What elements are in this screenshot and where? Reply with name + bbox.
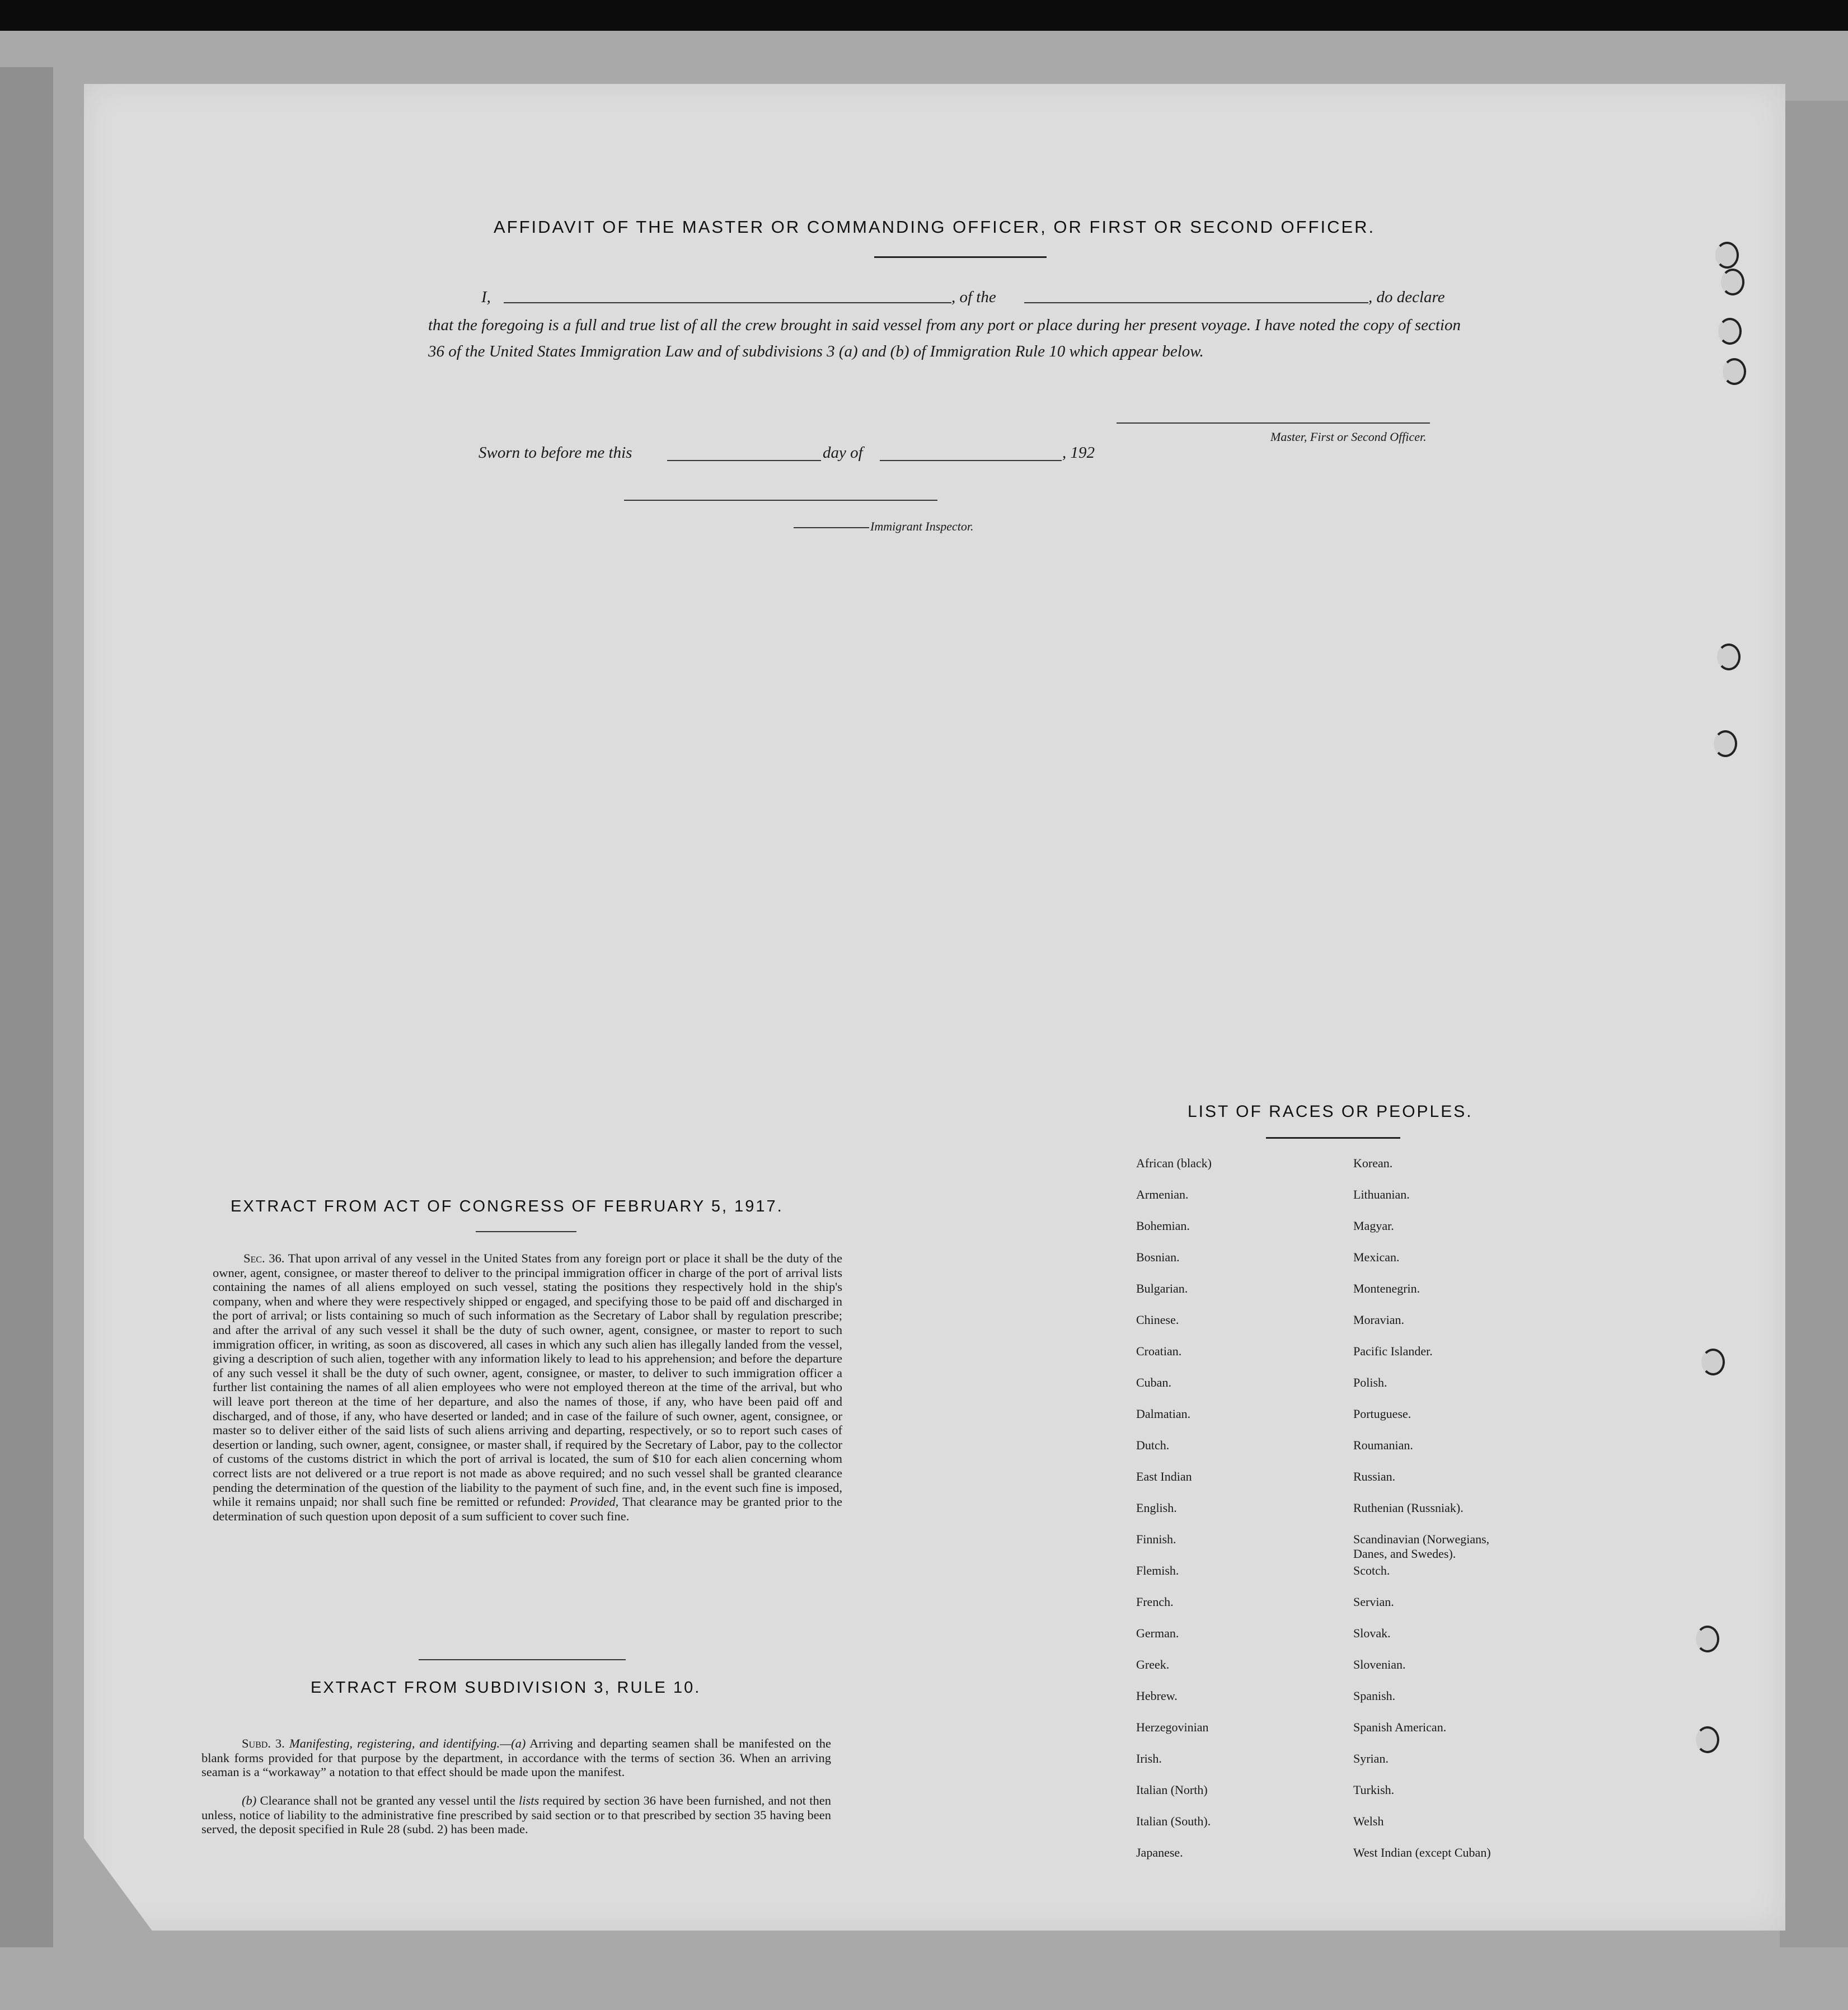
punch-hole-icon	[1715, 242, 1739, 269]
race-item: Hebrew.	[1136, 1689, 1178, 1703]
race-item: Moravian.	[1353, 1313, 1405, 1327]
race-item: Montenegrin.	[1353, 1281, 1420, 1295]
sworn-day-line[interactable]	[667, 460, 821, 461]
section-36-body: That upon arrival of any vessel in the United States from any foreign port or place it shall be the duty of the owner, agent, consignee, or master thereof to deliver to the principal immigration officer in charge of the port of arrival lists containing the names of all aliens employed on such vessel, stating the positions they respectively hold in the ship's company, when and where they were respectively shipped or engaged, and specifying those to be paid off and discharged in the port of arrival; or lists containing so much of such information as the Secretary of Labor shall by regulation prescribe; and after the arrival of any such vessel it shall be the duty of such owner, agent, consignee, or master to report to such immigration officer, in writing, as soon as discovered, all cases in which any such alien has illegally landed from the vessel, giving a description of such alien, together with any information likely to lead to his apprehension; and before the departure of any such vessel it shall be the duty of such owner, agent, consignee, or master, to deliver to such immigration officer a further list containing the names of all alien employees who were not employed thereon at the time of the arrival, but who will leave port thereon at the time of her departure, and also the names of those, if any, who have been paid off and discharged, and of those, if any, who have deserted or landed; and in case of the failure of such owner, agent, consignee, or master so to deliver either of the said lists of such aliens arriving and departing, respectively, or so to report such cases of desertion or landing, such owner, agent, consignee, or master shall, if required by the Secretary of Labor, pay to the collector of customs of the customs district in which the port of arrival is located, the sum of $10 for each alien concerning whom correct lists are not delivered or a true report is not made as above required; and no such vessel shall be granted clearance pending the determination of the question of the liability to the payment of such fine, and, in the event such fine is imposed, while it remains unpaid; nor shall such fine be remitted or refunded:	[213, 1251, 842, 1509]
race-item: Herzegovinian	[1136, 1720, 1209, 1734]
race-item: Servian.	[1353, 1595, 1394, 1609]
race-item: Pacific Islander.	[1353, 1344, 1433, 1358]
race-item: Italian (North)	[1136, 1783, 1208, 1797]
extract-rule-heading: EXTRACT FROM SUBDIVISION 3, RULE 10.	[311, 1679, 701, 1697]
race-item: Armenian.	[1136, 1187, 1189, 1201]
race-item: Korean.	[1353, 1156, 1393, 1170]
race-item: German.	[1136, 1626, 1179, 1640]
para-b-body-2: required by section 36 have been furnished, and not then unless, notice of liability to the administrative fine prescribed by said section or to that prescribed by section 35 having been served, the deposit specified in Rule 28 (subd. 2) has been made.	[201, 1793, 832, 1837]
section-36-label: Sec. 36.	[243, 1251, 285, 1265]
race-item: French.	[1136, 1595, 1174, 1609]
para-a-body: Arriving and departing seamen shall be manifested on the blank forms provided for that purpose by the department, in accordance with the terms of section 36. When an arriving seaman is a “workaway” a notation to that effect should be made upon the manifest.	[201, 1736, 832, 1779]
race-item: Welsh	[1353, 1814, 1384, 1828]
para-b-lists: lists	[518, 1793, 540, 1807]
subdivision-3-para-a	[201, 1736, 831, 1779]
race-item: Cuban.	[1136, 1375, 1171, 1389]
race-item: Irish.	[1136, 1751, 1162, 1765]
race-item: Magyar.	[1353, 1219, 1394, 1233]
affidavit-of-the-label: , of the	[951, 288, 996, 306]
right-page-edge	[1780, 101, 1848, 1947]
race-item: Portuguese.	[1353, 1407, 1411, 1421]
race-item: Ruthenian (Russniak).	[1353, 1501, 1464, 1515]
race-item: Bohemian.	[1136, 1219, 1190, 1233]
punch-hole-icon	[1701, 1349, 1725, 1375]
race-item: Dalmatian.	[1136, 1407, 1191, 1421]
affidavit-heading: AFFIDAVIT OF THE MASTER OR COMMANDING OFFICER, OR FIRST OR SECOND OFFICER.	[494, 217, 1376, 237]
sworn-month-line[interactable]	[880, 460, 1062, 461]
para-b-body-1: Clearance shall not be granted any vessel until the	[260, 1793, 515, 1807]
race-item: Finnish.	[1136, 1532, 1176, 1546]
extract-rule-rule	[419, 1659, 626, 1660]
races-heading-rule	[1266, 1137, 1400, 1139]
race-item: Scandinavian (Norwegians, Danes, and Swedes).	[1353, 1532, 1490, 1561]
punch-hole-icon	[1723, 358, 1746, 385]
punch-hole-icon	[1714, 730, 1737, 757]
race-item: Spanish American.	[1353, 1720, 1447, 1734]
master-signature-label: Master, First or Second Officer.	[1270, 430, 1427, 444]
race-item: Japanese.	[1136, 1845, 1183, 1859]
punch-hole-icon	[1717, 644, 1741, 670]
left-page-edge	[0, 67, 53, 1947]
race-item: Turkish.	[1353, 1783, 1395, 1797]
race-item: Scotch.	[1353, 1563, 1390, 1577]
race-item: Syrian.	[1353, 1751, 1389, 1765]
name-blank-line[interactable]	[504, 302, 951, 303]
punch-hole-icon	[1696, 1726, 1719, 1753]
race-item: East Indian	[1136, 1469, 1192, 1483]
race-item: African (black)	[1136, 1156, 1212, 1170]
subd-title: Manifesting, registering, and identifying.	[289, 1736, 500, 1750]
year-label: , 192	[1062, 444, 1095, 462]
master-signature-line[interactable]	[1117, 422, 1430, 424]
race-item: Dutch.	[1136, 1438, 1170, 1452]
extract-act-heading: EXTRACT FROM ACT OF CONGRESS OF FEBRUARY 5, 1917.	[231, 1197, 784, 1215]
inspector-short-line	[794, 527, 869, 528]
provided-body: That clearance may be granted prior to the determination of such question upon deposit of a sum sufficient to cover such fine.	[213, 1495, 843, 1523]
punch-hole-icon	[1721, 269, 1744, 295]
vessel-blank-line[interactable]	[1024, 302, 1368, 303]
punch-hole-icon	[1718, 318, 1742, 345]
race-item: Greek.	[1136, 1657, 1170, 1671]
provided-label: Provided,	[569, 1495, 619, 1509]
sworn-before-label: Sworn to before me this	[479, 444, 632, 462]
race-item: Italian (South).	[1136, 1814, 1211, 1828]
affidavit-text: that the foregoing is a full and true list of all the crew brought in said vessel from any port or place during her present voyage. I have noted the copy of section 36 of the United States Immigration Law and of subdivisions 3 (a) and (b) of Immigration Rule 10 which appear below.	[428, 316, 1461, 360]
race-item: West Indian (except Cuban)	[1353, 1845, 1491, 1859]
race-item: Bulgarian.	[1136, 1281, 1188, 1295]
race-item: Russian.	[1353, 1469, 1396, 1483]
subd-label: Subd. 3.	[242, 1736, 285, 1750]
race-item: Chinese.	[1136, 1313, 1179, 1327]
race-item: Polish.	[1353, 1375, 1387, 1389]
affidavit-do-declare-label: , do declare	[1368, 288, 1445, 306]
punch-hole-icon	[1696, 1626, 1719, 1652]
race-item: Flemish.	[1136, 1563, 1179, 1577]
race-item: Slovak.	[1353, 1626, 1391, 1640]
para-b-marker: (b)	[242, 1793, 257, 1807]
race-item: Roumanian.	[1353, 1438, 1413, 1452]
race-item: English.	[1136, 1501, 1177, 1515]
race-item: Croatian.	[1136, 1344, 1182, 1358]
races-right-column	[1353, 1156, 1521, 1877]
affidavit-i-label: I,	[481, 288, 491, 306]
affidavit-heading-rule	[874, 256, 1047, 258]
extract-act-rule	[476, 1231, 576, 1232]
races-left-column	[1136, 1156, 1338, 1877]
race-item: Bosnian.	[1136, 1250, 1180, 1264]
day-of-label: day of	[823, 444, 863, 462]
race-item: Slovenian.	[1353, 1657, 1406, 1671]
races-heading: LIST OF RACES OR PEOPLES.	[1188, 1102, 1473, 1121]
section-36-text	[213, 1251, 842, 1523]
para-a-marker: —(a)	[500, 1736, 526, 1750]
inspector-signature-line[interactable]	[624, 500, 937, 501]
immigrant-inspector-label: Immigrant Inspector.	[870, 519, 974, 533]
race-item: Spanish.	[1353, 1689, 1396, 1703]
subdivision-3-para-b	[201, 1793, 831, 1837]
race-item: Mexican.	[1353, 1250, 1400, 1264]
race-item: Lithuanian.	[1353, 1187, 1410, 1201]
